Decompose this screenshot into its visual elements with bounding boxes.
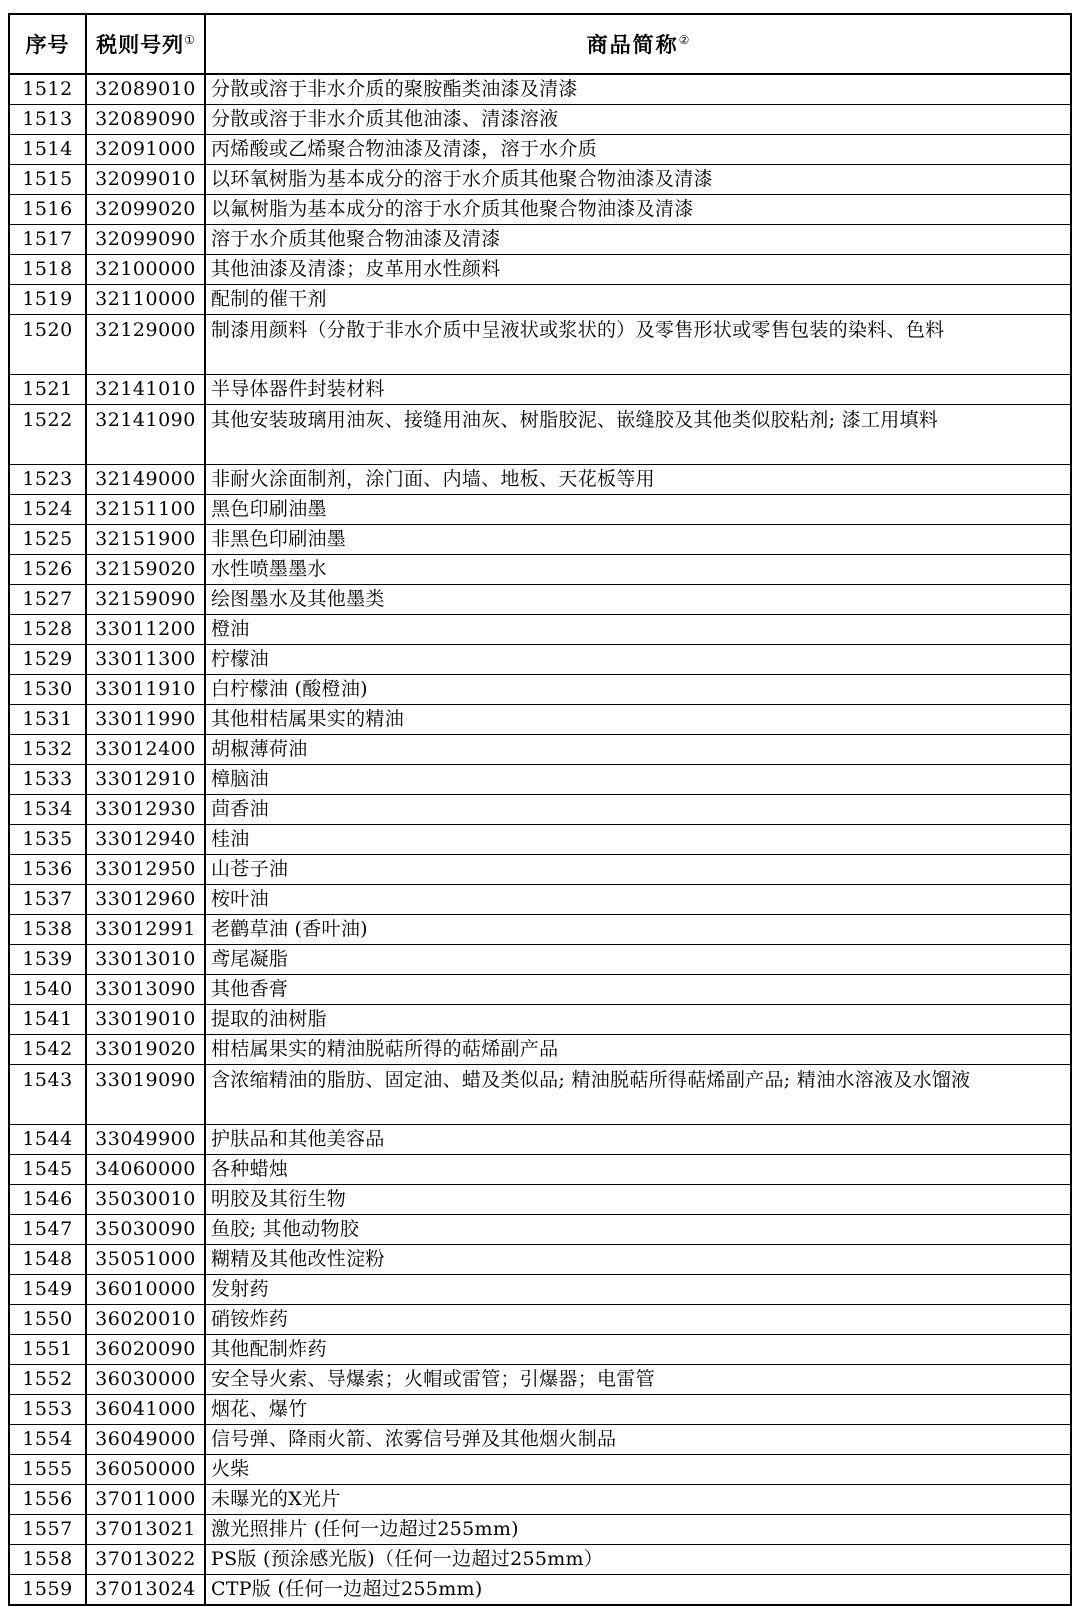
cell-commodity-name: 柠檬油 [205, 645, 1071, 675]
cell-seq: 1522 [9, 405, 86, 465]
cell-tariff-code: 33011910 [86, 675, 205, 705]
cell-seq: 1519 [9, 285, 86, 315]
cell-commodity-name: 激光照排片 (任何一边超过255mm) [205, 1515, 1071, 1545]
cell-commodity-name: 含浓缩精油的脂肪、固定油、蜡及类似品; 精油脱萜所得萜烯副产品; 精油水溶液及水馏液 [205, 1065, 1071, 1125]
cell-seq: 1553 [9, 1395, 86, 1425]
cell-tariff-code: 36020010 [86, 1305, 205, 1335]
cell-commodity-name: 橙油 [205, 615, 1071, 645]
cell-commodity-name: 非耐火涂面制剂，涂门面、内墙、地板、天花板等用 [205, 465, 1071, 495]
table-row [9, 1245, 1071, 1275]
cell-seq: 1534 [9, 795, 86, 825]
cell-commodity-name: 水性喷墨墨水 [205, 555, 1071, 585]
table-row [9, 74, 1071, 105]
cell-seq: 1528 [9, 615, 86, 645]
cell-seq: 1539 [9, 945, 86, 975]
cell-seq: 1537 [9, 885, 86, 915]
cell-tariff-code: 37011000 [86, 1485, 205, 1515]
cell-tariff-code: 32129000 [86, 315, 205, 375]
cell-seq: 1556 [9, 1485, 86, 1515]
table-row [9, 1485, 1071, 1515]
cell-tariff-code: 32099010 [86, 165, 205, 195]
cell-commodity-name: 各种蜡烛 [205, 1155, 1071, 1185]
table-row [9, 1275, 1071, 1305]
cell-commodity-name: 鸢尾凝脂 [205, 945, 1071, 975]
table-row [9, 1305, 1071, 1335]
cell-commodity-name: 桉叶油 [205, 885, 1071, 915]
cell-tariff-code: 33013090 [86, 975, 205, 1005]
column-header-name-label: 商品简称 [586, 32, 679, 57]
cell-seq: 1518 [9, 255, 86, 285]
column-header-name-footnote: ② [678, 33, 690, 47]
cell-commodity-name: 配制的催干剂 [205, 285, 1071, 315]
cell-seq: 1527 [9, 585, 86, 615]
cell-seq: 1557 [9, 1515, 86, 1545]
cell-tariff-code: 36010000 [86, 1275, 205, 1305]
table-row [9, 1575, 1071, 1606]
table-row [9, 615, 1071, 645]
cell-tariff-code: 35051000 [86, 1245, 205, 1275]
cell-commodity-name: 明胶及其衍生物 [205, 1185, 1071, 1215]
table-row [9, 495, 1071, 525]
cell-commodity-name: 溶于水介质其他聚合物油漆及清漆 [205, 225, 1071, 255]
cell-tariff-code: 33013010 [86, 945, 205, 975]
column-header-code [86, 14, 205, 74]
table-row [9, 255, 1071, 285]
cell-seq: 1515 [9, 165, 86, 195]
cell-commodity-name: 其他配制炸药 [205, 1335, 1071, 1365]
cell-tariff-code: 33012950 [86, 855, 205, 885]
cell-commodity-name: 茴香油 [205, 795, 1071, 825]
table-row [9, 105, 1071, 135]
cell-tariff-code: 33011990 [86, 705, 205, 735]
cell-seq: 1529 [9, 645, 86, 675]
cell-seq: 1535 [9, 825, 86, 855]
cell-commodity-name: 其他柑桔属果实的精油 [205, 705, 1071, 735]
table-row [9, 405, 1071, 465]
cell-tariff-code: 32099090 [86, 225, 205, 255]
cell-commodity-name: 护肤品和其他美容品 [205, 1125, 1071, 1155]
cell-seq: 1548 [9, 1245, 86, 1275]
header-row [9, 14, 1071, 74]
table-row [9, 735, 1071, 765]
cell-commodity-name: 桂油 [205, 825, 1071, 855]
cell-commodity-name: 半导体器件封装材料 [205, 375, 1071, 405]
table-row [9, 195, 1071, 225]
cell-tariff-code: 33049900 [86, 1125, 205, 1155]
cell-seq: 1549 [9, 1275, 86, 1305]
cell-seq: 1525 [9, 525, 86, 555]
cell-seq: 1532 [9, 735, 86, 765]
cell-tariff-code: 36041000 [86, 1395, 205, 1425]
cell-tariff-code: 32091000 [86, 135, 205, 165]
table-row [9, 585, 1071, 615]
cell-seq: 1555 [9, 1455, 86, 1485]
column-header-code-footnote: ① [184, 33, 195, 47]
cell-tariff-code: 33012960 [86, 885, 205, 915]
table-row [9, 1395, 1071, 1425]
cell-commodity-name: 以氟树脂为基本成分的溶于水介质其他聚合物油漆及清漆 [205, 195, 1071, 225]
cell-commodity-name: 以环氧树脂为基本成分的溶于水介质其他聚合物油漆及清漆 [205, 165, 1071, 195]
cell-seq: 1533 [9, 765, 86, 795]
cell-tariff-code: 32089090 [86, 105, 205, 135]
table-row [9, 1125, 1071, 1155]
cell-tariff-code: 32141010 [86, 375, 205, 405]
cell-tariff-code: 33012910 [86, 765, 205, 795]
cell-commodity-name: 其他安装玻璃用油灰、接缝用油灰、树脂胶泥、嵌缝胶及其他类似胶粘剂; 漆工用填料 [205, 405, 1071, 465]
cell-commodity-name: 火柴 [205, 1455, 1071, 1485]
cell-commodity-name: 鱼胶; 其他动物胶 [205, 1215, 1071, 1245]
cell-seq: 1558 [9, 1545, 86, 1575]
table-row [9, 1215, 1071, 1245]
cell-seq: 1512 [9, 74, 86, 105]
table-header [9, 14, 1071, 74]
cell-seq: 1531 [9, 705, 86, 735]
cell-seq: 1521 [9, 375, 86, 405]
cell-seq: 1540 [9, 975, 86, 1005]
table-row [9, 915, 1071, 945]
cell-tariff-code: 32089010 [86, 74, 205, 105]
cell-seq: 1543 [9, 1065, 86, 1125]
cell-tariff-code: 33019090 [86, 1065, 205, 1125]
cell-seq: 1536 [9, 855, 86, 885]
cell-seq: 1546 [9, 1185, 86, 1215]
table-row [9, 825, 1071, 855]
table-row [9, 1425, 1071, 1455]
cell-commodity-name: 分散或溶于非水介质其他油漆、清漆溶液 [205, 105, 1071, 135]
cell-commodity-name: CTP版 (任何一边超过255mm) [211, 1578, 483, 1601]
cell-commodity-name: 硝铵炸药 [205, 1305, 1071, 1335]
cell-tariff-code: 35030010 [86, 1185, 205, 1215]
table-row [9, 1005, 1071, 1035]
cell-commodity-name: 山苍子油 [205, 855, 1071, 885]
cell-seq: 1513 [9, 105, 86, 135]
cell-commodity-name: 白柠檬油 (酸橙油) [205, 675, 1071, 705]
cell-tariff-code: 33012991 [86, 915, 205, 945]
table-row [9, 225, 1071, 255]
table-row [9, 525, 1071, 555]
table-row [9, 855, 1071, 885]
cell-seq: 1538 [9, 915, 86, 945]
table-row [9, 1335, 1071, 1365]
cell-commodity-name: 樟脑油 [205, 765, 1071, 795]
cell-tariff-code: 33019010 [86, 1005, 205, 1035]
cell-tariff-code: 32151900 [86, 525, 205, 555]
cell-seq: 1542 [9, 1035, 86, 1065]
table-row [9, 375, 1071, 405]
cell-tariff-code: 37013024 [86, 1575, 205, 1606]
table-row [9, 795, 1071, 825]
tariff-table [8, 13, 1072, 1606]
cell-seq: 1517 [9, 225, 86, 255]
cell-commodity-name: 安全导火索、导爆索；火帽或雷管；引爆器；电雷管 [205, 1365, 1071, 1395]
cell-seq: 1552 [9, 1365, 86, 1395]
cell-commodity-name: 制漆用颜料（分散于非水介质中呈液状或浆状的）及零售形状或零售包装的染料、色料 [205, 315, 1071, 375]
cell-seq: 1544 [9, 1125, 86, 1155]
cell-commodity-name: 其他油漆及清漆；皮革用水性颜料 [205, 255, 1071, 285]
cell-tariff-code: 33012400 [86, 735, 205, 765]
cell-commodity-name: 提取的油树脂 [205, 1005, 1071, 1035]
table-row [9, 1545, 1071, 1575]
cell-commodity-name: PS版 (预涂感光版)（任何一边超过255mm） [205, 1545, 1071, 1575]
cell-seq: 1523 [9, 465, 86, 495]
cell-commodity-name: 未曝光的X光片 [205, 1485, 1071, 1515]
table-row [9, 315, 1071, 375]
cell-tariff-code: 37013022 [86, 1545, 205, 1575]
cell-seq: 1550 [9, 1305, 86, 1335]
cell-seq: 1524 [9, 495, 86, 525]
cell-seq: 1559 [9, 1575, 86, 1606]
cell-seq: 1541 [9, 1005, 86, 1035]
table-row [9, 945, 1071, 975]
cell-commodity-name: 糊精及其他改性淀粉 [205, 1245, 1071, 1275]
cell-tariff-code: 33019020 [86, 1035, 205, 1065]
column-header-seq-label: 序号 [25, 32, 70, 57]
cell-commodity-name: 发射药 [205, 1275, 1071, 1305]
table-row [9, 1065, 1071, 1125]
table-row [9, 705, 1071, 735]
cell-tariff-code: 32159020 [86, 555, 205, 585]
table-body [9, 74, 1071, 1605]
cell-commodity-name: 非黑色印刷油墨 [205, 525, 1071, 555]
cell-seq: 1554 [9, 1425, 86, 1455]
cell-tariff-code: 33012930 [86, 795, 205, 825]
cell-tariff-code: 32151100 [86, 495, 205, 525]
cell-seq: 1526 [9, 555, 86, 585]
cell-tariff-code: 37013021 [86, 1515, 205, 1545]
cell-commodity-name: 柑桔属果实的精油脱萜所得的萜烯副产品 [205, 1035, 1071, 1065]
cell-commodity-name: 黑色印刷油墨 [205, 495, 1071, 525]
cell-tariff-code: 33011300 [86, 645, 205, 675]
cell-commodity-name: 信号弹、降雨火箭、浓雾信号弹及其他烟火制品 [205, 1425, 1071, 1455]
cell-commodity-name: 烟花、爆竹 [205, 1395, 1071, 1425]
cell-seq: 1520 [9, 315, 86, 375]
cell-seq: 1514 [9, 135, 86, 165]
table-row [9, 975, 1071, 1005]
table-row [9, 465, 1071, 495]
cell-tariff-code: 34060000 [86, 1155, 205, 1185]
cell-tariff-code: 32149000 [86, 465, 205, 495]
table-row [9, 285, 1071, 315]
table-row [9, 645, 1071, 675]
cell-commodity-name: 胡椒薄荷油 [205, 735, 1071, 765]
column-header-seq [9, 14, 86, 74]
cell-seq: 1516 [9, 195, 86, 225]
cell-tariff-code: 33012940 [86, 825, 205, 855]
table-row [9, 675, 1071, 705]
table-row [9, 1185, 1071, 1215]
table-row [9, 1515, 1071, 1545]
cell-commodity-name: 绘图墨水及其他墨类 [205, 585, 1071, 615]
table-row [9, 885, 1071, 915]
cell-commodity-name: 分散或溶于非水介质的聚胺酯类油漆及清漆 [205, 74, 1071, 105]
cell-tariff-code: 36049000 [86, 1425, 205, 1455]
cell-seq: 1545 [9, 1155, 86, 1185]
column-header-code-label: 税则号列 [96, 32, 185, 57]
cell-tariff-code: 36050000 [86, 1455, 205, 1485]
cell-tariff-code: 35030090 [86, 1215, 205, 1245]
table-row [9, 165, 1071, 195]
table-row [9, 1035, 1071, 1065]
cell-commodity-name: 丙烯酸或乙烯聚合物油漆及清漆，溶于水介质 [205, 135, 1071, 165]
cell-seq: 1530 [9, 675, 86, 705]
table-row [9, 1155, 1071, 1185]
cell-tariff-code: 32141090 [86, 405, 205, 465]
cell-seq: 1551 [9, 1335, 86, 1365]
table-row [9, 555, 1071, 585]
table-row [9, 765, 1071, 795]
cell-tariff-code: 32100000 [86, 255, 205, 285]
cell-commodity-name: 其他香膏 [205, 975, 1071, 1005]
table-row [9, 1455, 1071, 1485]
cell-commodity-name: 老鹳草油 (香叶油) [205, 915, 1071, 945]
cell-tariff-code: 36030000 [86, 1365, 205, 1395]
table-row [9, 135, 1071, 165]
cell-tariff-code: 32099020 [86, 195, 205, 225]
column-header-name [205, 14, 1071, 74]
cell-tariff-code: 32110000 [86, 285, 205, 315]
table-row [9, 1365, 1071, 1395]
cell-tariff-code: 32159090 [86, 585, 205, 615]
cell-seq: 1547 [9, 1215, 86, 1245]
cell-tariff-code: 36020090 [86, 1335, 205, 1365]
cell-tariff-code: 33011200 [86, 615, 205, 645]
